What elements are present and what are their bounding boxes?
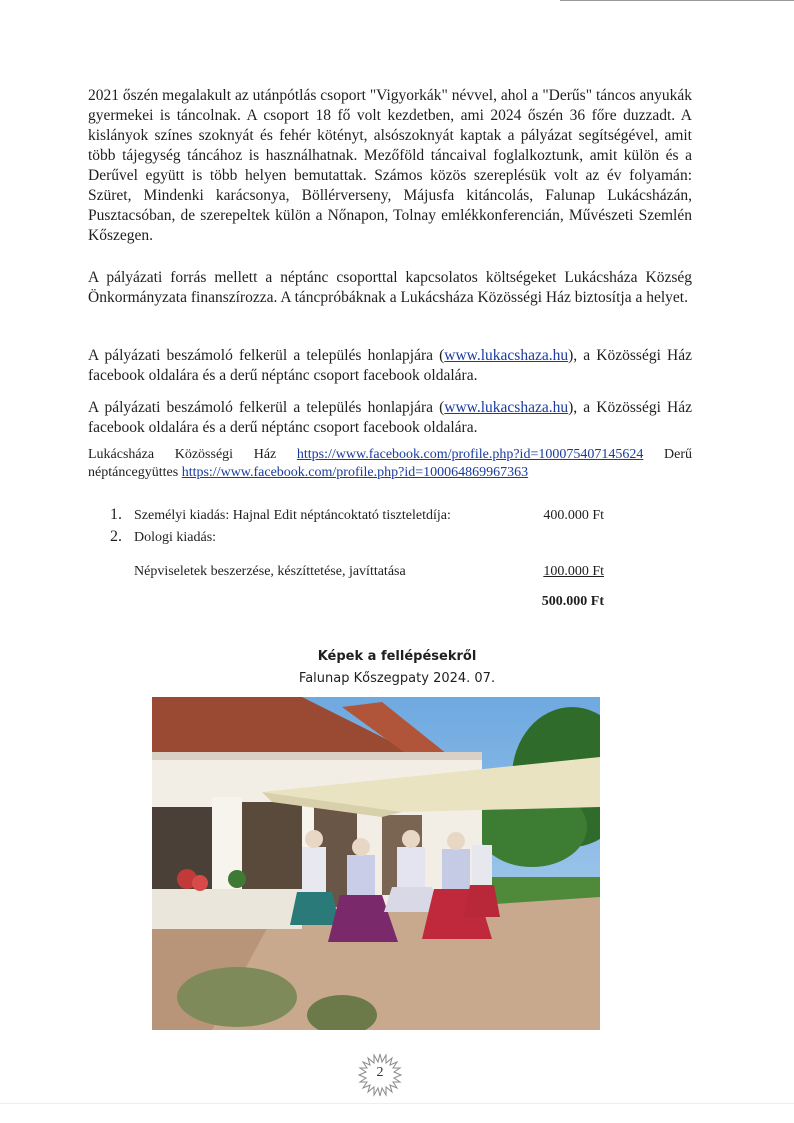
cost-label: Személyi kiadás: Hajnal Edit néptáncoktató tiszteletdíja: bbox=[134, 508, 451, 523]
cost-amount: 400.000 Ft bbox=[543, 508, 604, 523]
page-number-badge bbox=[348, 1050, 412, 1100]
cost-number: 2. bbox=[110, 528, 122, 545]
cost-row-personnel bbox=[104, 508, 604, 526]
photos-heading: Képek a fellépésekről bbox=[317, 649, 477, 664]
page-number: 2 bbox=[376, 1065, 384, 1080]
publication-text-2a: A pályázati beszámoló felkerül a település honlapjára ( bbox=[88, 399, 445, 416]
website-link-2[interactable]: www.lukacshaza.hu bbox=[444, 399, 569, 416]
cost-number: 1. bbox=[110, 506, 122, 523]
publication-text-1a: A pályázati beszámoló felkerül a település honlapjára ( bbox=[88, 347, 445, 364]
paragraph-publication-1 bbox=[88, 346, 692, 386]
facebook-link-community-house[interactable]: https://www.facebook.com/profile.php?id=100075407145624 bbox=[296, 447, 644, 462]
dance-group-label: Derű néptáncegyüttes bbox=[88, 447, 692, 480]
cost-row-total bbox=[104, 594, 604, 612]
community-house-label: Lukácsháza Közösségi Ház bbox=[88, 447, 297, 462]
bottom-rule bbox=[0, 1103, 794, 1104]
cost-sub-label: Népviseletek beszerzése, készíttetése, javíttatása bbox=[134, 564, 406, 579]
paragraph-financing: A pályázati forrás mellett a néptánc csoporttal kapcsolatos költségeket Lukácsháza Község Önkormányzata finanszírozza. A táncpróbáknak a Lukácsháza Közösségi Ház biztosítja a helyet. bbox=[88, 269, 692, 306]
photo-caption: Falunap Kőszegpaty 2024. 07. bbox=[298, 671, 496, 686]
cost-label: Dologi kiadás: bbox=[134, 530, 217, 545]
cost-row-material bbox=[104, 530, 604, 548]
website-link-1[interactable]: www.lukacshaza.hu bbox=[444, 347, 569, 364]
facebook-link-dance-group[interactable]: https://www.facebook.com/profile.php?id=100064869967363 bbox=[181, 465, 529, 480]
paragraph-vigyorkak: 2021 őszén megalakult az utánpótlás csoport "Vigyorkák" névvel, ahol a "Derűs" táncos anyukák gyermekei is táncolnak. A csoport 18 fő volt kezdetben, ami 2024 őszén 36 főre duzzadt. A kislányok színes szoknyát és fehér kötényt, alsószoknyát kaptak a pályázat segítségével, amit több tájegység táncához is használhatnak. Mezőföld táncaival foglalkoztunk, amit külön és a Derűvel együtt is több helyen bemutattak. Számos közös szereplésük volt az év folyamán: Szüret, Mindenki karácsonya, Böllérverseny, Májusfa kitáncolás, Falunap Lukácsházán, Pusztacsóban, de szerepeltek külön a Nőnapon, Tolnay emlékkonferencián, Művészeti Szemlén Kőszegen. bbox=[88, 87, 692, 244]
paragraph-facebook-links bbox=[88, 446, 692, 482]
cost-total: 500.000 Ft bbox=[541, 594, 604, 609]
top-rule bbox=[560, 0, 794, 1]
cost-sub-amount: 100.000 Ft bbox=[543, 564, 604, 579]
performance-photo-illustration bbox=[152, 697, 600, 1030]
publication-text-2b: ), a Közösségi Ház facebook oldalára és a derű néptánc csoport facebook oldalára. bbox=[88, 399, 692, 436]
paragraph-publication-2 bbox=[88, 398, 692, 438]
performance-photo bbox=[152, 697, 600, 1030]
cost-row-costumes bbox=[104, 564, 604, 582]
publication-text-1b: ), a Közösségi Ház facebook oldalára és a derű néptánc csoport facebook oldalára. bbox=[88, 347, 692, 384]
